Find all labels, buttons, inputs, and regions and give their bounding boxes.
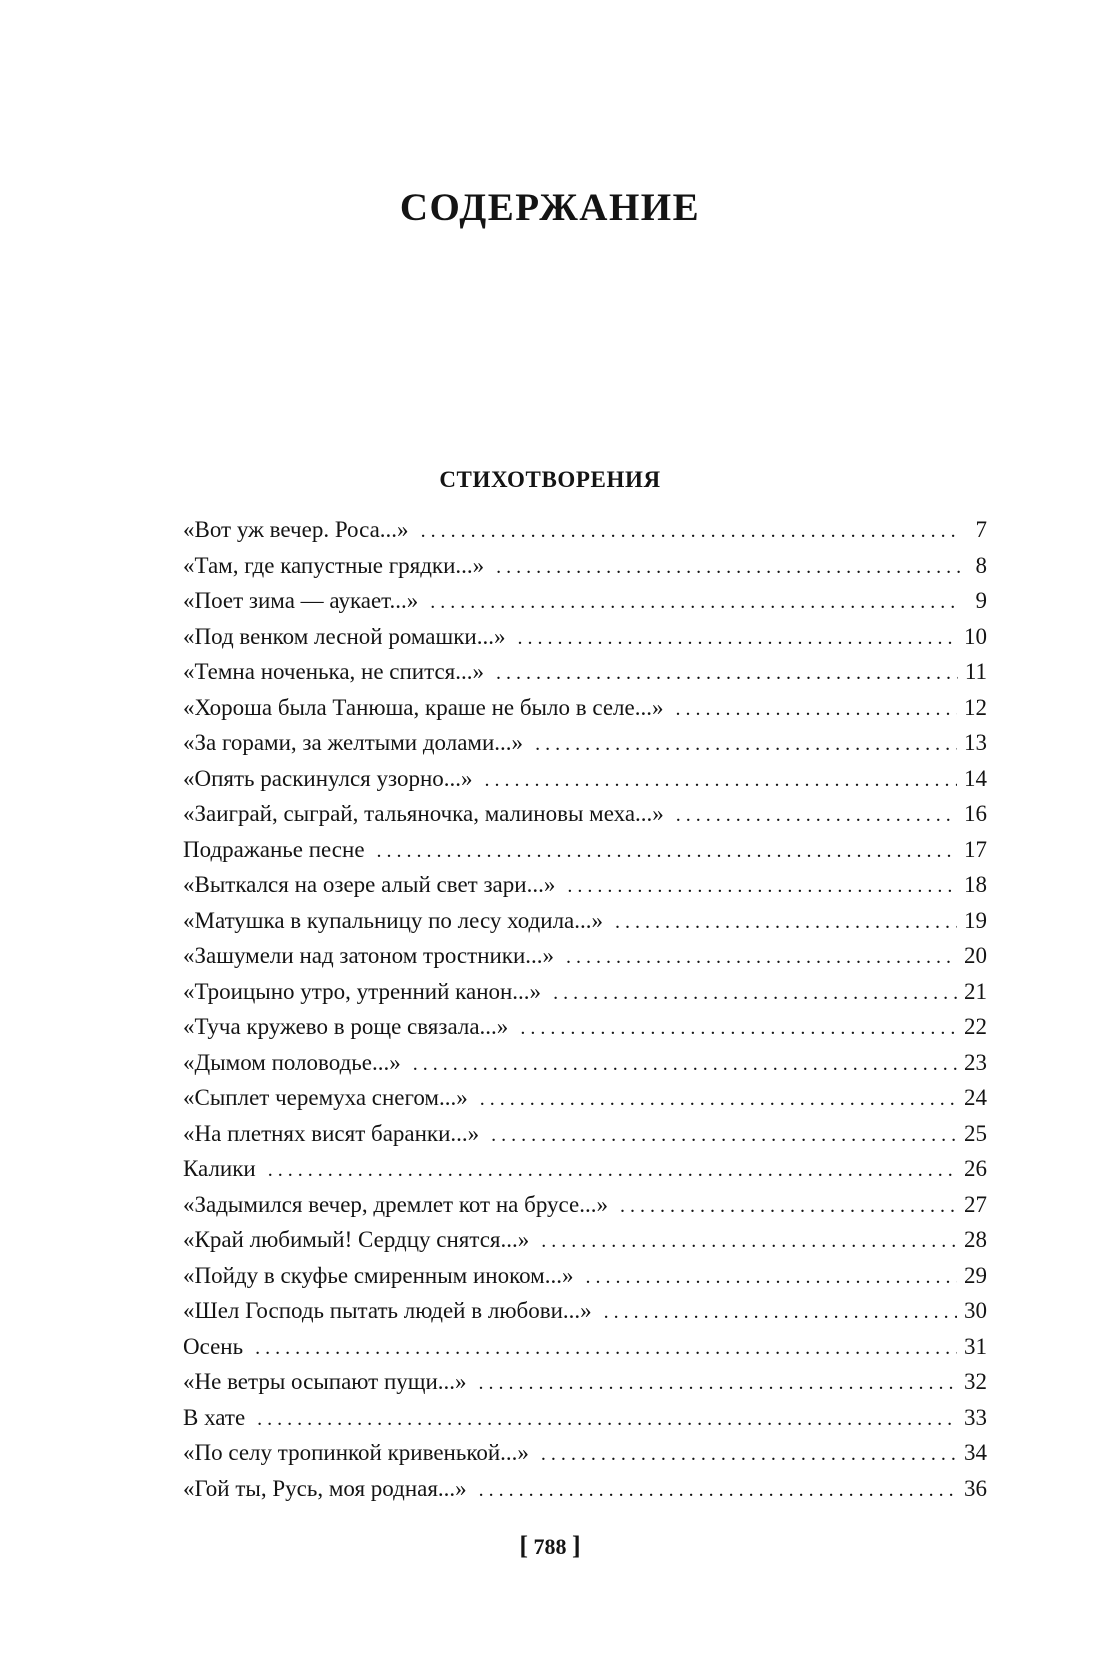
toc-entry-page: 13	[964, 730, 987, 755]
toc-entry[interactable]	[183, 1364, 987, 1400]
toc-entry-title: Осень	[183, 1333, 244, 1359]
toc-entry-page: 8	[975, 552, 987, 578]
dot-leader	[520, 1011, 957, 1047]
dot-leader	[620, 1189, 957, 1225]
toc-entry[interactable]	[183, 903, 987, 939]
toc-entry[interactable]	[183, 1435, 987, 1471]
toc-entry[interactable]	[183, 1151, 987, 1187]
toc-entry-title: «Задымился вечер, дремлет кот на брусе...»	[183, 1191, 608, 1217]
section-title: СТИХОТВОРЕНИЯ	[439, 467, 661, 492]
toc-entry[interactable]	[183, 832, 987, 868]
toc-entry-title: «Под венком лесной ромашки...»	[183, 623, 506, 649]
page-title: СОДЕРЖАНИЕ	[399, 186, 701, 229]
dot-leader	[615, 905, 957, 941]
toc-entry-page: 10	[964, 623, 987, 649]
toc-entry[interactable]	[183, 690, 987, 726]
toc-entry-title: «Не ветры осыпают пущи...»	[183, 1369, 467, 1394]
dot-leader	[430, 585, 960, 621]
dot-leader	[255, 1331, 957, 1367]
toc-entry[interactable]	[183, 867, 987, 903]
toc-entry[interactable]	[183, 1009, 987, 1045]
toc-entry-title: «Гой ты, Русь, моя родная...»	[183, 1475, 467, 1501]
toc-entry[interactable]	[183, 1293, 987, 1329]
toc-entry[interactable]	[183, 1187, 987, 1223]
toc-entry-title: «Зашумели над затоном тростники...»	[183, 943, 555, 968]
dot-leader	[676, 798, 957, 834]
dot-leader	[496, 656, 958, 692]
toc-entry-page: 33	[964, 1404, 987, 1430]
toc-entry-title: «Там, где капустные грядки...»	[183, 552, 485, 578]
toc-entry-page: 34	[964, 1440, 987, 1465]
toc-entry[interactable]	[183, 1080, 987, 1116]
dot-leader	[268, 1153, 957, 1189]
toc-entry-page: 9	[975, 588, 987, 613]
dot-leader	[541, 1437, 957, 1473]
toc-entry-page: 29	[964, 1262, 987, 1288]
toc-entry-page: 28	[964, 1227, 987, 1252]
folio-number: 788	[533, 1534, 567, 1559]
dot-leader	[377, 834, 957, 870]
toc-entry-page: 23	[964, 1049, 987, 1075]
toc-entry[interactable]	[183, 974, 987, 1010]
toc-entry[interactable]	[183, 1045, 987, 1081]
toc-entry-title: «Дымом половодье...»	[183, 1049, 401, 1075]
dot-leader	[535, 727, 957, 763]
toc-entry-page: 22	[964, 1014, 987, 1039]
toc-entry-title: Подражанье песне	[183, 836, 365, 862]
toc-entry-title: «За горами, за желтыми долами...»	[183, 730, 524, 755]
dot-leader	[491, 1118, 957, 1154]
toc-entry-page: 30	[964, 1298, 987, 1323]
toc-entry-page: 25	[964, 1120, 987, 1146]
folio-open-bracket: [	[519, 1531, 528, 1560]
toc-entry[interactable]	[183, 548, 987, 584]
toc-entry[interactable]	[183, 761, 987, 797]
toc-entry-title: «Хороша была Танюша, краше не было в селе...»	[183, 694, 664, 720]
toc-entry-title: «Поет зима — аукает...»	[183, 588, 419, 613]
dot-leader	[675, 692, 957, 728]
toc-entry-title: Калики	[183, 1156, 256, 1181]
dot-leader	[585, 1260, 957, 1296]
dot-leader	[604, 1295, 957, 1331]
dot-leader	[421, 514, 960, 550]
toc-entry-page: 17	[964, 836, 987, 862]
dot-leader	[480, 1082, 957, 1118]
toc-entry-title: «Шел Господь пытать людей в любови...»	[183, 1298, 592, 1323]
toc-entry[interactable]	[183, 1116, 987, 1152]
toc-entry-page: 24	[964, 1085, 987, 1110]
toc-entry-page: 12	[964, 694, 987, 720]
toc-entry-title: «По селу тропинкой кривенькой...»	[183, 1440, 529, 1465]
dot-leader	[566, 940, 957, 976]
toc-entry[interactable]	[183, 1400, 987, 1436]
dot-leader	[567, 869, 957, 905]
toc-entry-page: 16	[964, 801, 987, 826]
toc-entry[interactable]	[183, 1471, 987, 1507]
toc-entry[interactable]	[183, 1222, 987, 1258]
dot-leader	[413, 1047, 957, 1083]
toc-entry[interactable]	[183, 1258, 987, 1294]
toc-entry-page: 11	[964, 659, 987, 684]
toc-entry[interactable]	[183, 512, 987, 548]
toc-entry[interactable]	[183, 1329, 987, 1365]
dot-leader	[485, 763, 957, 799]
dot-leader	[479, 1473, 957, 1509]
toc-entry-page: 18	[964, 872, 987, 897]
toc-entry-title: «Сыплет черемуха снегом...»	[183, 1085, 468, 1110]
toc-entry[interactable]	[183, 619, 987, 655]
toc-entry-title: «Темна ноченька, не спится...»	[183, 659, 484, 684]
toc-entry-title: «Туча кружево в роще связала...»	[183, 1014, 509, 1039]
toc-entry-page: 31	[964, 1333, 987, 1359]
page-number	[0, 1531, 1100, 1562]
toc-entry-title: В хате	[183, 1404, 246, 1430]
toc-entry-title: «Выткался на озере алый свет зари...»	[183, 872, 556, 897]
folio-close-bracket: ]	[572, 1531, 581, 1560]
toc-entry-page: 27	[964, 1191, 987, 1217]
toc-entry[interactable]	[183, 796, 987, 832]
toc-entry-title: «Заиграй, сыграй, тальяночка, малиновы меха...»	[183, 801, 664, 826]
toc-entry-title: «Пойду в скуфье смиренным иноком...»	[183, 1262, 574, 1288]
toc-entry-title: «Опять раскинулся узорно...»	[183, 765, 473, 791]
dot-leader	[541, 1224, 957, 1260]
toc-entry[interactable]	[183, 938, 987, 974]
toc-entry-page: 19	[964, 907, 987, 933]
toc-entry-page: 36	[964, 1475, 987, 1501]
toc-entry-title: «Край любимый! Сердцу снятся...»	[183, 1227, 530, 1252]
toc-entry[interactable]	[183, 725, 987, 761]
toc-entry-page: 14	[964, 765, 987, 791]
toc-entry-page: 26	[964, 1156, 987, 1181]
dot-leader	[517, 621, 957, 657]
dot-leader	[553, 976, 957, 1012]
toc-entry[interactable]	[183, 583, 987, 619]
dot-leader	[257, 1402, 957, 1438]
table-of-contents	[183, 512, 987, 1506]
toc-entry-title: «На плетнях висят баранки...»	[183, 1120, 480, 1146]
dot-leader	[479, 1366, 957, 1402]
toc-entry-page: 20	[964, 943, 987, 968]
toc-entry-title: «Троицыно утро, утренний канон...»	[183, 978, 542, 1004]
toc-entry-page: 21	[964, 978, 987, 1004]
toc-entry-title: «Вот уж вечер. Роса...»	[183, 517, 409, 542]
toc-entry-title: «Матушка в купальницу по лесу ходила...»	[183, 907, 604, 933]
dot-leader	[496, 550, 960, 586]
toc-entry[interactable]	[183, 654, 987, 690]
toc-entry-page: 7	[975, 517, 987, 542]
toc-entry-page: 32	[964, 1369, 987, 1394]
